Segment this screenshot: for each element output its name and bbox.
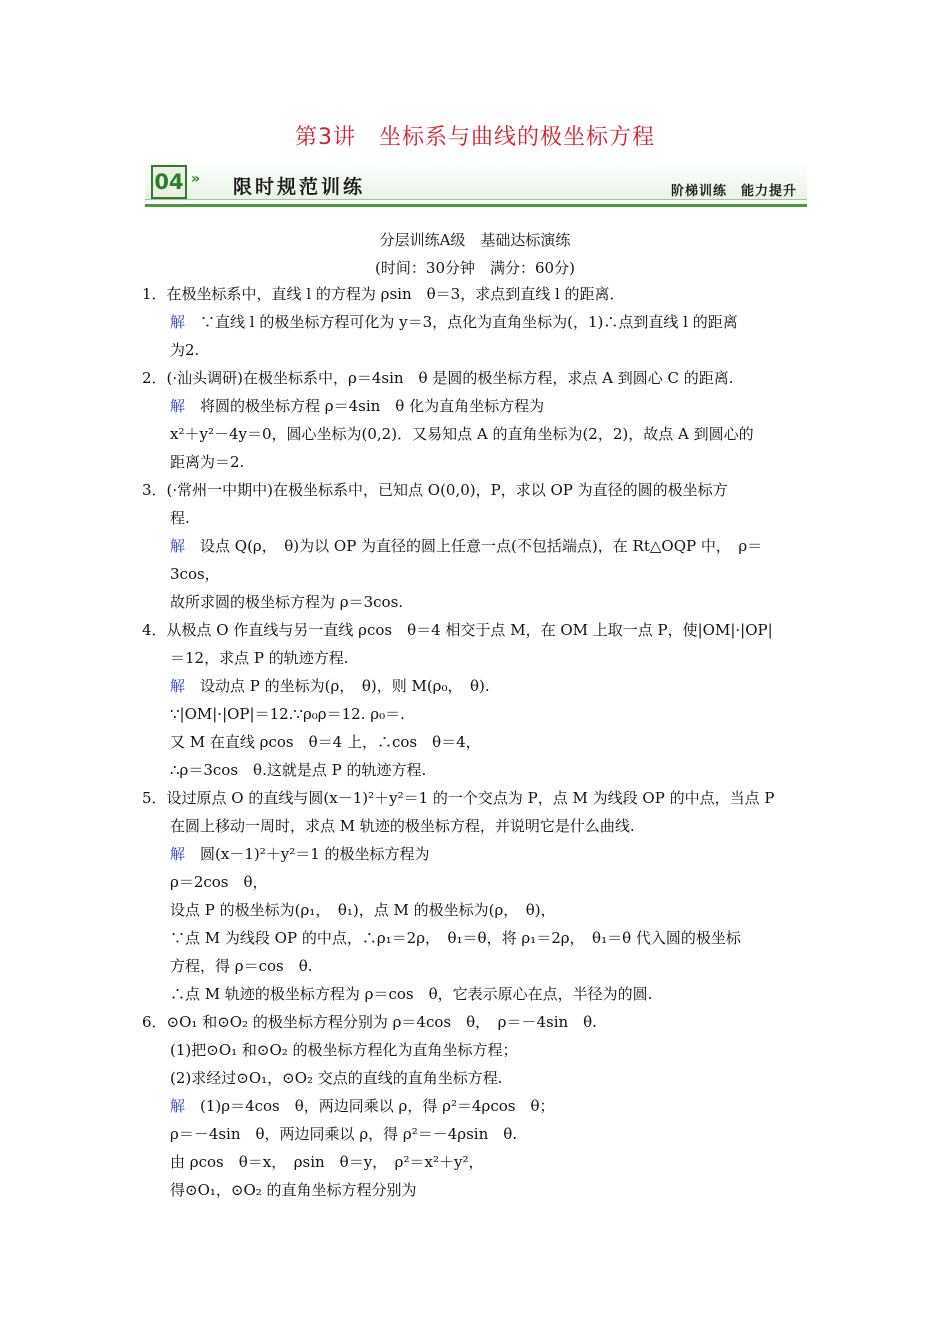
solution-label: 解 [170, 845, 186, 863]
line-text: 程. [170, 509, 190, 527]
line-text: 由 ρcos θ＝x， ρsin θ＝y， ρ²＝x²＋y²， [170, 1153, 484, 1171]
line-text: 1．在极坐标系中，直线 l 的方程为 ρsin θ＝3，求点到直线 l 的距离． [142, 285, 625, 303]
text-line [170, 816, 635, 836]
line-text: 故所求圆的极坐标方程为 ρ＝3cos. [170, 593, 404, 611]
line-text: ∴点 M 轨迹的极坐标方程为 ρ＝cos θ，它表示原心在点，半径为的圆. [170, 985, 653, 1003]
text-line [170, 312, 738, 332]
line-text: ρ＝2cos θ， [170, 873, 268, 891]
section-number-badge: 04 [151, 165, 187, 199]
text-line [170, 984, 652, 1004]
line-text: (1)ρ＝4cos θ，两边同乘以 ρ，得 ρ²＝4ρcos θ； [185, 1097, 555, 1115]
line-text: 在圆上移动一周时，求点 M 轨迹的极坐标方程，并说明它是什么曲线. [170, 817, 635, 835]
line-text: 设点 Q(ρ， θ)为以 OP 为直径的圆上任意一点(不包括端点)，在 Rt△OQP 中， ρ＝ [185, 537, 763, 555]
line-text: 3．(·常州一中期中)在极坐标系中，已知点 O(0,0)，P，求以 OP 为直径的圆的极坐标方 [142, 481, 728, 499]
text-line [170, 900, 556, 920]
line-text: 2．(·汕头调研)在极坐标系中，ρ＝4sin θ 是圆的极坐标方程，求点 A 到圆心 C 的距离. [142, 369, 734, 387]
solution-label: 解 [170, 537, 186, 555]
line-text: (1)把⊙O₁ 和⊙O₂ 的极坐标方程化为直角坐标方程； [170, 1041, 518, 1059]
line-text: 又 M 在直线 ρcos θ＝4 上，∴cos θ＝4， [170, 733, 481, 751]
line-text: 方程，得 ρ＝cos θ. [170, 957, 313, 975]
section-subheading: (时间：30分钟 满分：60分) [375, 259, 575, 277]
text-line [170, 508, 190, 528]
line-text: x²＋y²－4y＝0，圆心坐标为(0,2)．又易知点 A 的直角坐标为(2，2)，故点 A 到圆心的 [170, 425, 754, 443]
line-text: ∵点 M 为线段 OP 的中点，∴ρ₁＝2ρ， θ₁＝θ，将 ρ₁＝2ρ， θ₁＝θ 代入圆的极坐标 [170, 929, 741, 947]
text-line [170, 1152, 483, 1172]
text-line [142, 620, 773, 640]
text-line [142, 480, 728, 500]
text-line [170, 928, 741, 948]
line-text: 设点 P 的极坐标为(ρ₁， θ₁)，点 M 的极坐标为(ρ， θ)， [170, 901, 556, 919]
line-text: 设动点 P 的坐标为(ρ， θ)，则 M(ρ₀， θ). [185, 677, 490, 695]
text-line [170, 1040, 518, 1060]
text-line [142, 368, 734, 388]
text-line [170, 844, 430, 864]
text-line [170, 1180, 417, 1200]
solution-label: 解 [170, 677, 186, 695]
text-line [170, 676, 490, 696]
line-text: 4．从极点 O 作直线与另一直线 ρcos θ＝4 相交于点 M，在 OM 上取一点 P，使|OM|·|OP| [142, 621, 773, 639]
line-text: 3cos， [170, 565, 220, 583]
text-line [170, 648, 349, 668]
banner-title: 限时规范训练 [233, 176, 366, 198]
text-line [142, 284, 625, 304]
double-chevron-icon: » [191, 171, 201, 187]
line-text: ρ＝－4sin θ，两边同乘以 ρ，得 ρ²＝－4ρsin θ. [170, 1125, 518, 1143]
text-line [170, 340, 199, 360]
text-line [170, 732, 481, 752]
line-text: (2)求经过⊙O₁，⊙O₂ 交点的直线的直角坐标方程. [170, 1069, 503, 1087]
banner-subtitle: 阶梯训练 能力提升 [670, 184, 797, 199]
solution-label: 解 [170, 397, 186, 415]
text-line [170, 396, 544, 416]
text-line [170, 704, 405, 724]
text-line [170, 1124, 517, 1144]
text-line [170, 564, 220, 584]
line-text: ∵|OM|·|OP|＝12.∵ρ₀ρ＝12. ρ₀＝. [170, 705, 405, 723]
line-text: 将圆的极坐标方程 ρ＝4sin θ 化为直角坐标方程为 [185, 397, 545, 415]
text-line [170, 452, 244, 472]
section-banner [145, 161, 807, 207]
line-text: ∴ρ＝3cos θ.这就是点 P 的轨迹方程. [170, 761, 427, 779]
text-line [170, 1068, 503, 1088]
line-text: 5．设过原点 O 的直线与圆(x－1)²＋y²＝1 的一个交点为 P，点 M 为线段 OP 的中点，当点 P [142, 789, 775, 807]
page-title: 第3讲 坐标系与曲线的极坐标方程 [295, 125, 655, 150]
text-line [142, 788, 774, 808]
line-text: ＝12，求点 P 的轨迹方程. [170, 649, 349, 667]
text-line [170, 760, 426, 780]
text-line [170, 1096, 555, 1116]
line-text: 圆(x－1)²＋y²＝1 的极坐标方程为 [185, 845, 430, 863]
text-line [170, 956, 313, 976]
text-line [142, 1012, 597, 1032]
solution-label: 解 [170, 1097, 186, 1115]
solution-label: 解 [170, 313, 186, 331]
line-text: 距离为＝2. [170, 453, 245, 471]
text-line [170, 592, 403, 612]
line-text: 为2. [170, 341, 200, 359]
line-text: 得⊙O₁，⊙O₂ 的直角坐标方程分别为 [170, 1181, 417, 1199]
text-line [170, 872, 268, 892]
text-line [170, 424, 754, 444]
section-heading: 分层训练A级 基础达标演练 [379, 231, 571, 249]
line-text: ∵直线 l 的极坐标方程可化为 y＝3，点化为直角坐标为(，1)∴点到直线 l 的距离 [185, 313, 738, 331]
line-text: 6．⊙O₁ 和⊙O₂ 的极坐标方程分别为 ρ＝4cos θ， ρ＝－4sin θ. [142, 1013, 597, 1031]
text-line [170, 536, 762, 556]
